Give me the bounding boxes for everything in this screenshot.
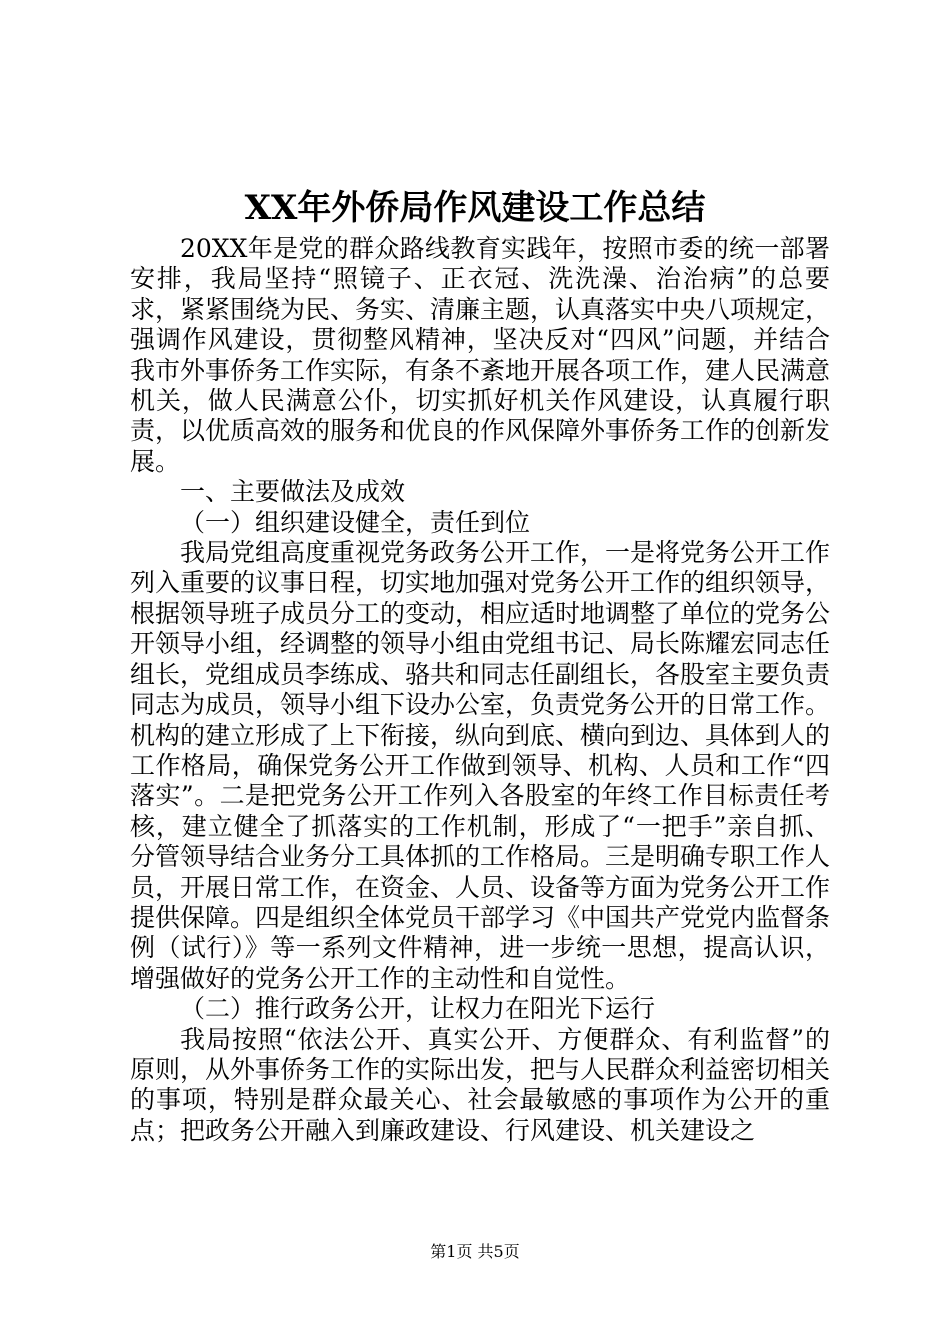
document-body xyxy=(130,234,830,1146)
section-heading-main-practices: 一、主要做法及成效 xyxy=(180,477,406,507)
page-footer: 第1页 共5页 xyxy=(430,1242,520,1261)
subsection-heading-government-affairs: （二）推行政务公开，让权力在阳光下运行 xyxy=(180,994,656,1024)
document-title: XX年外侨局作风建设工作总结 xyxy=(244,188,706,228)
paragraph-organization: 我局党组高度重视党务政务公开工作，一是将党务公开工作列入重要的议事日程，切实地加强对党务公开工作的组织领导，根据领导班子成员分工的变动，相应适时地调整了单位的党务公开领导小组，经调整的领导小组由党组书记、局长陈耀宏同志任组长，党组成员李练成、骆共和同志任副组长，各股室主要负责同志为成员，领导小组下设办公室，负责党务公开的日常工作。机构的建立形成了上下衔接，纵向到底、横向到边、具体到人的工作格局，确保党务公开工作做到领导、机构、人员和工作“四落实”。二是把党务公开工作列入各股室的年终工作目标责任考核，建立健全了抓落实的工作机制，形成了“一把手”亲自抓、分管领导结合业务分工具体抓的工作格局。三是明确专职工作人员，开展日常工作，在资金、人员、设备等方面为党务公开工作提供保障。四是组织全体党员干部学习《中国共产党党内监督条例（试行）》等一系列文件精神，进一步统一思想，提高认识，增强做好的党务公开工作的主动性和自觉性。 xyxy=(130,538,831,993)
subsection-heading-organization: （一）组织建设健全，责任到位 xyxy=(180,507,531,537)
paragraph-intro: 20XX年是党的群众路线教育实践年，按照市委的统一部署安排，我局坚持“照镜子、正衣冠、洗洗澡、治治病”的总要求，紧紧围绕为民、务实、清廉主题，认真落实中央八项规定，强调作风建设，贯彻整风精神，坚决反对“四风”问题，并结合我市外事侨务工作实际，有条不紊地开展各项工作，建人民满意机关，做人民满意公仆，切实抓好机关作风建设，认真履行职责，以优质高效的服务和优良的作风保障外事侨务工作的创新发展。 xyxy=(130,234,831,476)
paragraph-government-affairs: 我局按照“依法公开、真实公开、方便群众、有利监督”的原则，从外事侨务工作的实际出发，把与人民群众利益密切相关的事项，特别是群众最关心、社会最敏感的事项作为公开的重点；把政务公开融入到廉政建设、行风建设、机关建设之 xyxy=(130,1024,831,1145)
